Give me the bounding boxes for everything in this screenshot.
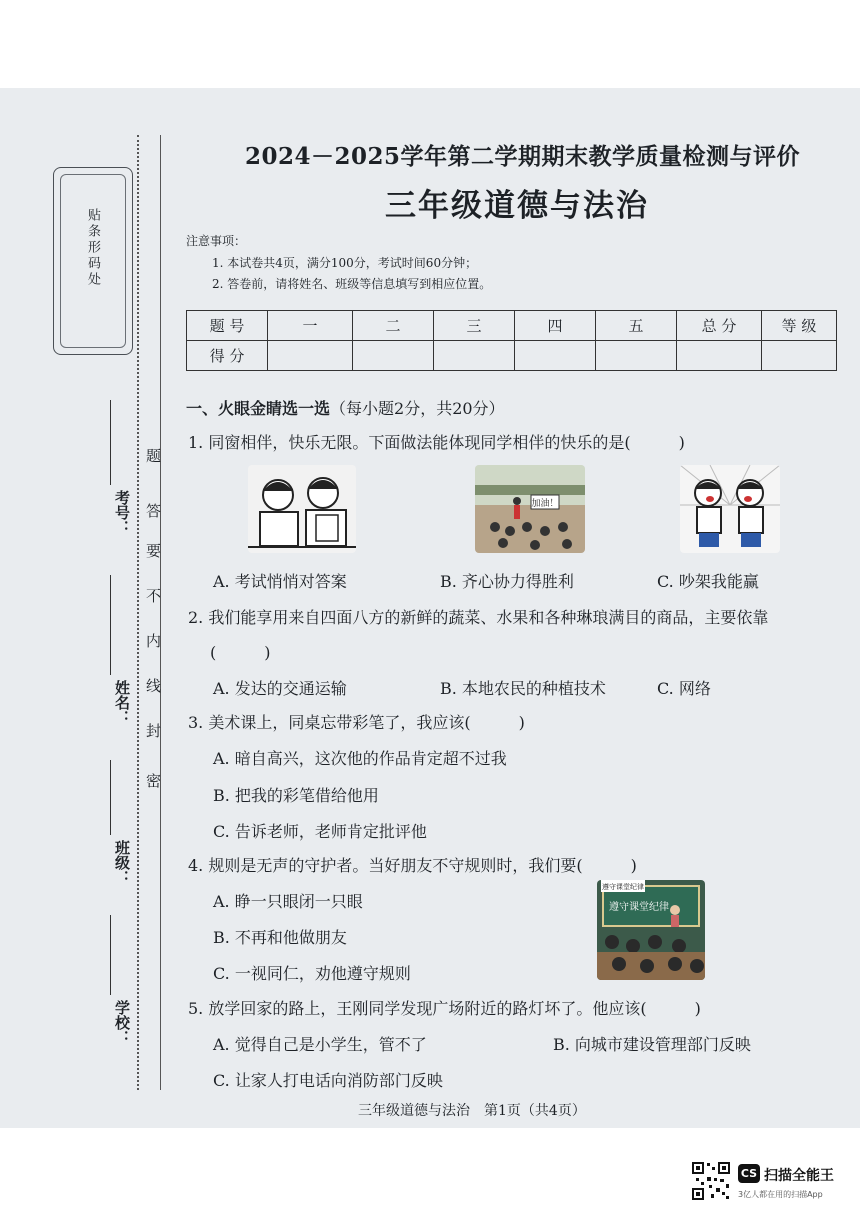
score-cell[interactable] [353,341,434,371]
table-header-cell: 四 [515,311,596,341]
score-cell[interactable] [268,341,353,371]
watermark-brand: 扫描全能王 [764,1168,834,1184]
notice-item: 1. 本试卷共4页，满分100分，考试时间60分钟； [212,256,478,270]
seal-char: 线 [146,677,162,695]
school-label: 学校： [113,1000,131,1045]
classroom-sign-small: 遵守课堂纪律 [602,883,644,891]
seal-char: 题 [146,447,162,465]
illustration-students-whispering [248,465,356,553]
sign-text: 加油！ [531,499,559,509]
camscanner-logo-icon: CS [738,1164,760,1183]
name-line[interactable] [110,575,111,675]
page-footer: 三年级道德与法治 第1页（共4页） [358,1103,586,1119]
table-header-cell: 题 号 [187,311,268,341]
section-title: 一、火眼金睛选一选 [186,399,331,418]
score-cell[interactable] [596,341,677,371]
option[interactable]: B. 本地农民的种植技术 [440,679,606,698]
watermark-tagline: 3亿人都在用的扫描App [738,1190,823,1199]
table-header-cell: 五 [596,311,677,341]
seal-char: 要 [146,542,162,560]
table-header-cell: 三 [434,311,515,341]
exam-title: 2024－2025学年第二学期期末教学质量检测与评价 [245,143,801,170]
option[interactable]: A. 睁一只眼闭一只眼 [213,892,363,911]
notice-heading: 注意事项： [186,234,247,248]
seal-char: 密 [146,772,162,790]
option[interactable]: A. 发达的交通运输 [213,679,347,698]
dotted-binding-line [137,135,139,1090]
table-header-cell: 一 [268,311,353,341]
illustration-team-cheering [475,465,585,553]
table-header-cell: 总 分 [677,311,762,341]
binding-line [160,135,161,1090]
option[interactable]: C. 网络 [657,679,711,698]
school-line[interactable] [110,915,111,995]
table-header-cell: 二 [353,311,434,341]
question-stem: 4. 规则是无声的守护者。当好朋友不守规则时，我们要( ) [188,856,637,875]
option[interactable]: C. 一视同仁，劝他遵守规则 [213,964,411,983]
score-cell[interactable] [677,341,762,371]
sticker-label: 贴条形码处 [85,208,100,288]
question-stem: 5. 放学回家的路上，王刚同学发现广场附近的路灯坏了。他应该( ) [188,999,701,1018]
question-stem: 1. 同窗相伴，快乐无限。下面做法能体现同学相伴的快乐的是( ) [188,433,685,452]
exam-number-line[interactable] [110,400,111,485]
score-table [186,310,837,371]
option[interactable]: A. 觉得自己是小学生，管不了 [213,1035,427,1054]
qr-code-icon [691,1161,731,1201]
answer-blank[interactable]: ( ) [210,643,271,662]
class-label: 班级： [113,840,131,885]
seal-char: 不 [146,587,162,605]
exam-number-label: 考号： [113,490,131,535]
score-cell[interactable] [762,341,837,371]
seal-char: 内 [146,632,162,650]
score-cell[interactable] [434,341,515,371]
barcode-sticker-area [53,167,133,355]
seal-char: 答 [146,502,162,520]
class-line[interactable] [110,760,111,835]
score-row-label: 得 分 [187,341,268,371]
seal-char: 封 [146,722,162,740]
table-header-cell: 等 级 [762,311,837,341]
option[interactable]: C. 吵架我能赢 [657,572,759,591]
section-heading [186,396,505,419]
score-cell[interactable] [515,341,596,371]
illustration-kids-arguing [680,465,780,553]
option[interactable]: B. 向城市建设管理部门反映 [553,1035,751,1054]
notice-item: 2. 答卷前，请将姓名、班级等信息填写到相应位置。 [212,277,492,291]
option[interactable]: C. 让家人打电话向消防部门反映 [213,1071,443,1090]
question-stem: 2. 我们能享用来自四面八方的新鲜的蔬菜、水果和各种琳琅满目的商品，主要依靠 [188,608,769,627]
option[interactable]: C. 告诉老师，老师肯定批评他 [213,822,427,841]
option[interactable]: B. 把我的彩笔借给他用 [213,786,379,805]
option[interactable]: A. 考试悄悄对答案 [213,572,347,591]
option[interactable]: B. 不再和他做朋友 [213,928,347,947]
option[interactable]: A. 暗自高兴，这次他的作品肯定超不过我 [213,749,507,768]
option[interactable]: B. 齐心协力得胜利 [440,572,574,591]
name-label: 姓名： [113,680,131,725]
subject-title: 三年级道德与法治 [385,188,649,224]
section-note: （每小题2分，共20分） [330,399,505,418]
illustration-classroom-rules [597,880,705,980]
blackboard-text: 遵守课堂纪律 [609,902,669,913]
question-stem: 3. 美术课上，同桌忘带彩笔了，我应该( ) [188,713,525,732]
